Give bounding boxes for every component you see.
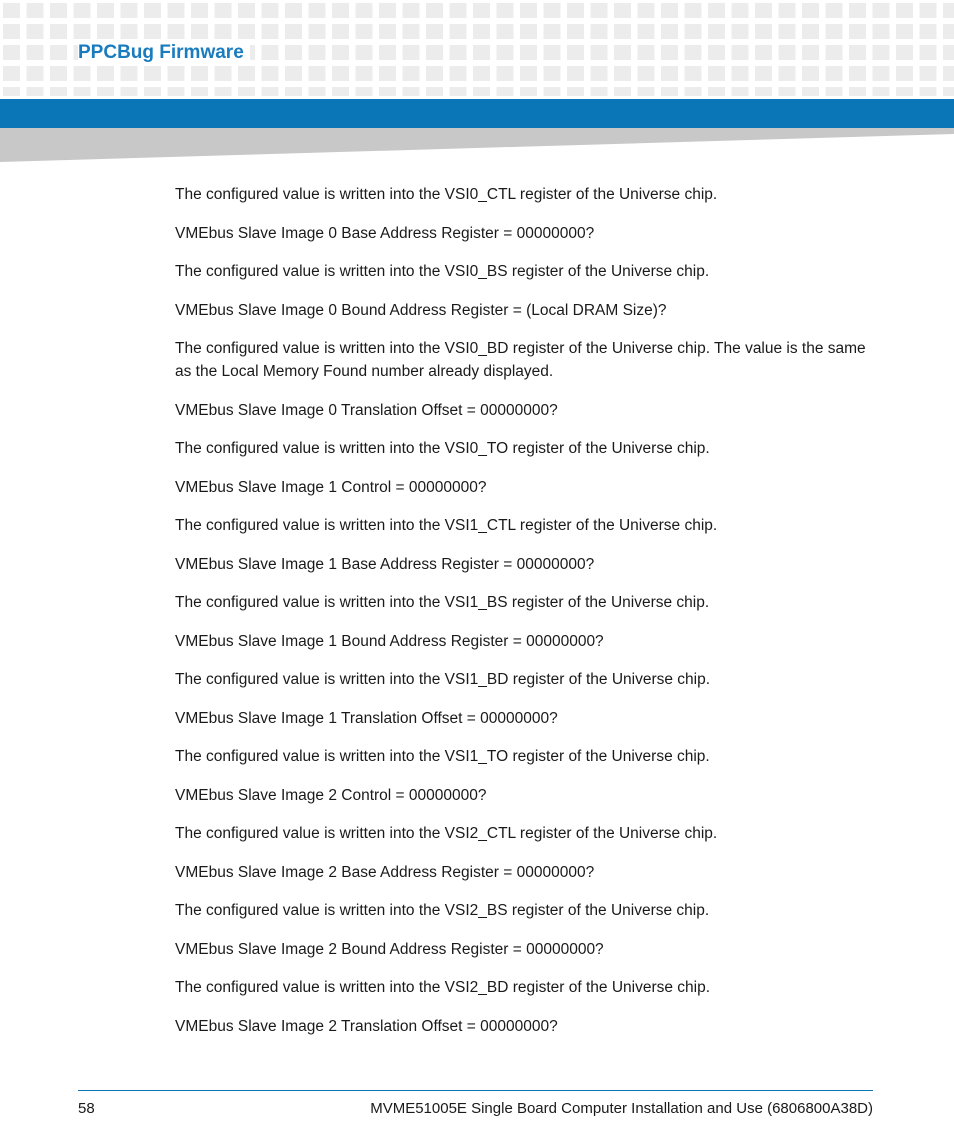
paragraph: VMEbus Slave Image 2 Bound Address Register = 00000000?	[175, 940, 604, 958]
paragraph: VMEbus Slave Image 2 Control = 00000000?	[175, 786, 487, 804]
paragraph: VMEbus Slave Image 0 Bound Address Register = (Local DRAM Size)?	[175, 301, 667, 319]
footer-rule	[78, 1090, 873, 1091]
paragraph: VMEbus Slave Image 0 Base Address Register = 00000000?	[175, 224, 595, 242]
paragraph: VMEbus Slave Image 0 Translation Offset = 00000000?	[175, 401, 558, 419]
paragraph: The configured value is written into the VSI0_CTL register of the Universe chip.	[175, 186, 718, 203]
paragraph: The configured value is written into the VSI0_TO register of the Universe chip.	[175, 440, 710, 457]
paragraph: VMEbus Slave Image 1 Bound Address Register = 00000000?	[175, 632, 604, 650]
paragraph: VMEbus Slave Image 1 Control = 00000000?	[175, 478, 487, 496]
paragraph: The configured value is written into the VSI0_BD register of the Universe chip. The value is the same as the Local Memory Found number already displayed.	[175, 340, 866, 380]
paragraph: VMEbus Slave Image 2 Translation Offset = 00000000?	[175, 1017, 558, 1035]
paragraph: The configured value is written into the VSI1_BS register of the Universe chip.	[175, 594, 710, 611]
header-grey-wedge	[0, 128, 954, 164]
footer-document-title: MVME51005E Single Board Computer Installation and Use (6806800A38D)	[370, 1100, 873, 1117]
paragraph: VMEbus Slave Image 2 Base Address Register = 00000000?	[175, 863, 595, 881]
body-text	[175, 183, 880, 1053]
paragraph: The configured value is written into the VSI1_TO register of the Universe chip.	[175, 748, 710, 765]
paragraph: The configured value is written into the VSI2_CTL register of the Universe chip.	[175, 825, 718, 842]
paragraph: VMEbus Slave Image 1 Translation Offset = 00000000?	[175, 709, 558, 727]
paragraph: The configured value is written into the VSI0_BS register of the Universe chip.	[175, 263, 710, 280]
paragraph: VMEbus Slave Image 1 Base Address Register = 00000000?	[175, 555, 595, 573]
section-title: PPCBug Firmware	[78, 40, 250, 66]
paragraph: The configured value is written into the VSI2_BS register of the Universe chip.	[175, 902, 710, 919]
paragraph: The configured value is written into the VSI2_BD register of the Universe chip.	[175, 979, 711, 996]
paragraph: The configured value is written into the VSI1_CTL register of the Universe chip.	[175, 517, 718, 534]
header-blue-bar	[0, 99, 954, 128]
page-number: 58	[78, 1100, 95, 1117]
paragraph: The configured value is written into the VSI1_BD register of the Universe chip.	[175, 671, 711, 688]
